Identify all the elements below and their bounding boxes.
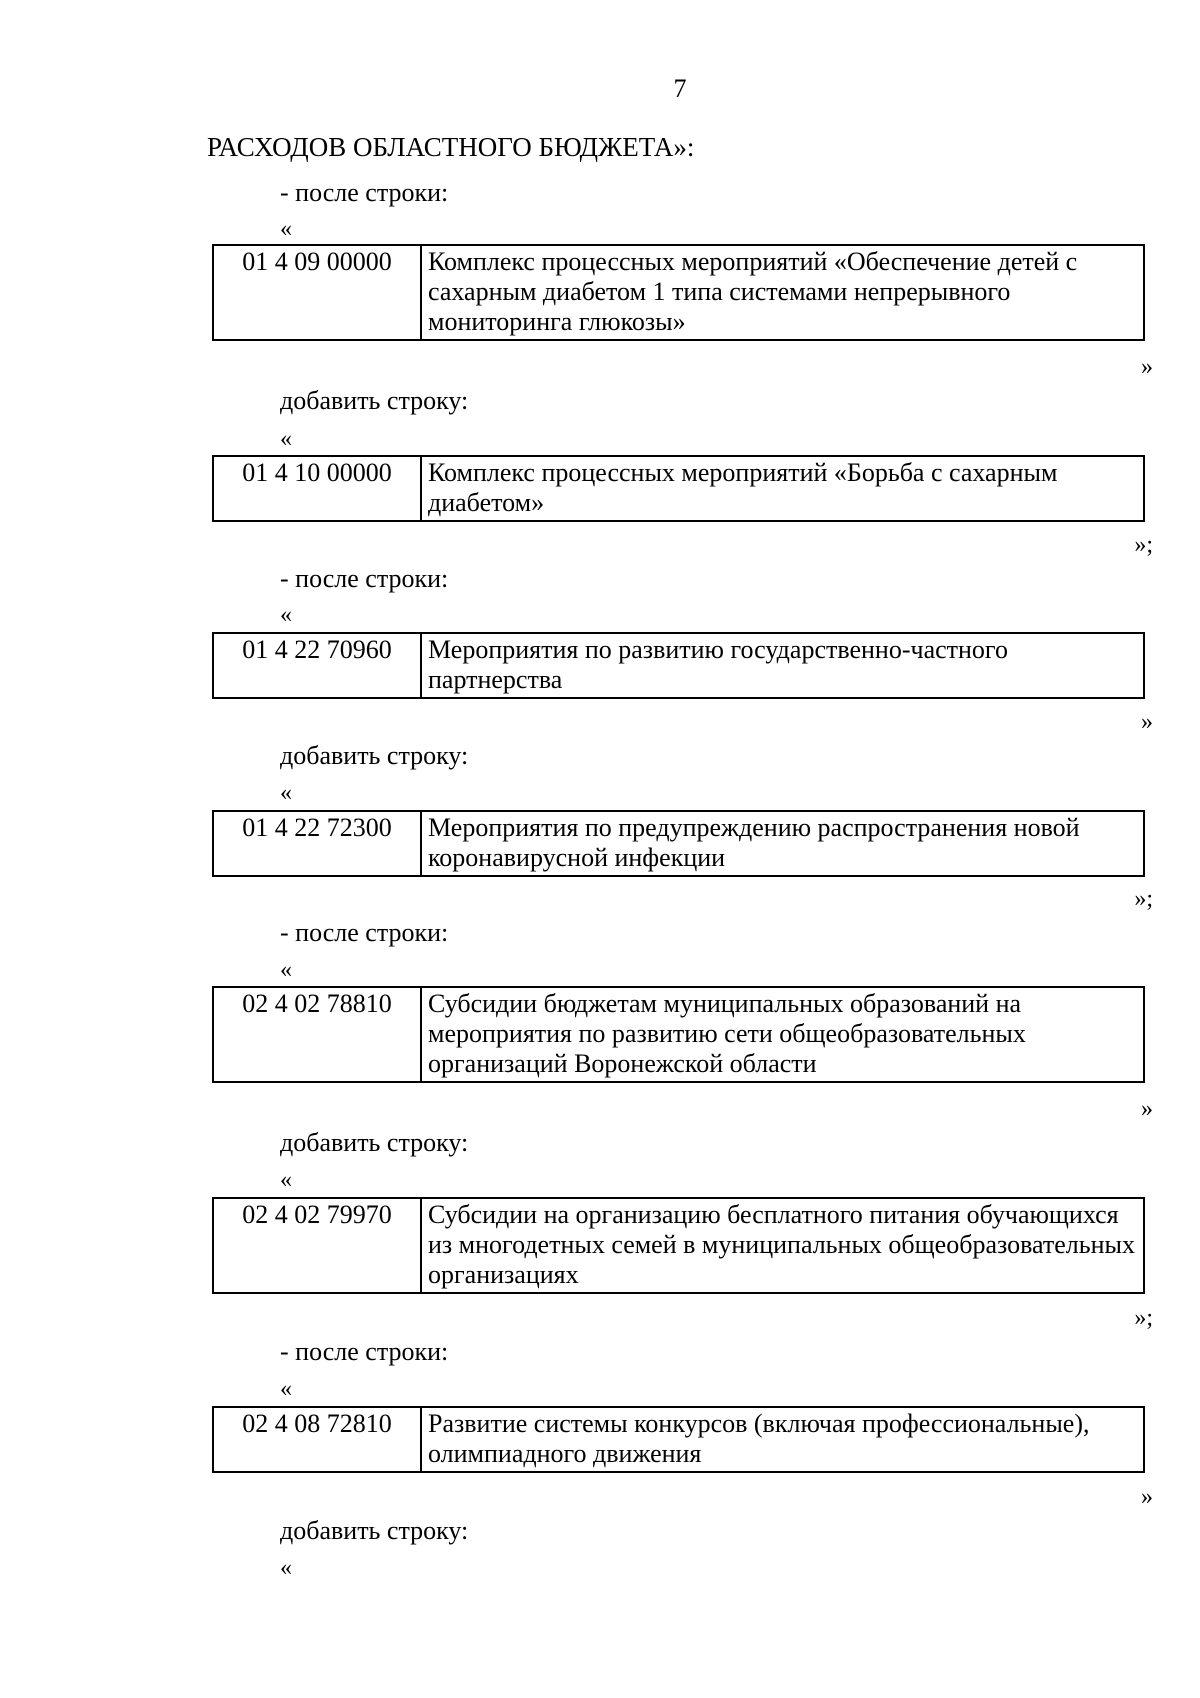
- closing-quote: »: [1141, 709, 1153, 735]
- row-description: Комплекс процессных мероприятий «Обеспечение детей с сахарным диабетом 1 типа системами непрерывного мониторинга глюкозы»: [421, 245, 1144, 340]
- opening-quote: «: [280, 602, 292, 628]
- row-description: Развитие системы конкурсов (включая профессиональные), олимпиадного движения: [421, 1407, 1144, 1472]
- add-row-label: добавить строку:: [280, 386, 469, 415]
- closing-quote: »: [1141, 354, 1153, 380]
- opening-quote: «: [280, 957, 292, 983]
- closing-quote: »: [1141, 1484, 1153, 1510]
- row-description: Мероприятия по развитию государственно-частного партнерства: [421, 633, 1144, 698]
- budget-row: [212, 244, 1145, 341]
- row-code: 01 4 10 00000: [213, 456, 421, 521]
- closing-quote: »: [1141, 1096, 1153, 1122]
- after-row-label: - после строки:: [280, 918, 449, 947]
- row-code: 02 4 02 79970: [213, 1198, 421, 1293]
- opening-quote: «: [280, 426, 292, 452]
- closing-quote: »;: [1134, 532, 1153, 558]
- add-row-label: добавить строку:: [280, 1128, 469, 1157]
- budget-row: [212, 810, 1145, 877]
- add-row-label: добавить строку:: [280, 1516, 469, 1545]
- opening-quote: «: [280, 1376, 292, 1402]
- opening-quote: «: [280, 216, 292, 242]
- row-description: Мероприятия по предупреждению распространения новой коронавирусной инфекции: [421, 811, 1144, 876]
- budget-row: [212, 632, 1145, 699]
- budget-row: [212, 986, 1145, 1083]
- after-row-label: - после строки:: [280, 564, 449, 593]
- row-description: Субсидии на организацию бесплатного питания обучающихся из многодетных семей в муниципальных общеобразовательных организациях: [421, 1198, 1144, 1293]
- opening-quote: «: [280, 780, 292, 806]
- page-number: 7: [673, 74, 687, 103]
- closing-quote: »;: [1134, 886, 1153, 912]
- after-row-label: - после строки:: [280, 1337, 449, 1366]
- after-row-label: - после строки:: [280, 178, 449, 207]
- budget-row: [212, 455, 1145, 522]
- opening-quote: «: [280, 1555, 292, 1581]
- row-code: 02 4 02 78810: [213, 987, 421, 1082]
- row-code: 01 4 22 70960: [213, 633, 421, 698]
- add-row-label: добавить строку:: [280, 741, 469, 770]
- opening-quote: «: [280, 1167, 292, 1193]
- row-description: Субсидии бюджетам муниципальных образований на мероприятия по развитию сети общеобразовательных организаций Воронежской области: [421, 987, 1144, 1082]
- section-heading: РАСХОДОВ ОБЛАСТНОГО БЮДЖЕТА»:: [207, 132, 695, 162]
- budget-row: [212, 1406, 1145, 1473]
- row-code: 01 4 09 00000: [213, 245, 421, 340]
- row-code: 01 4 22 72300: [213, 811, 421, 876]
- budget-row: [212, 1197, 1145, 1294]
- row-description: Комплекс процессных мероприятий «Борьба с сахарным диабетом»: [421, 456, 1144, 521]
- row-code: 02 4 08 72810: [213, 1407, 421, 1472]
- closing-quote: »;: [1134, 1305, 1153, 1331]
